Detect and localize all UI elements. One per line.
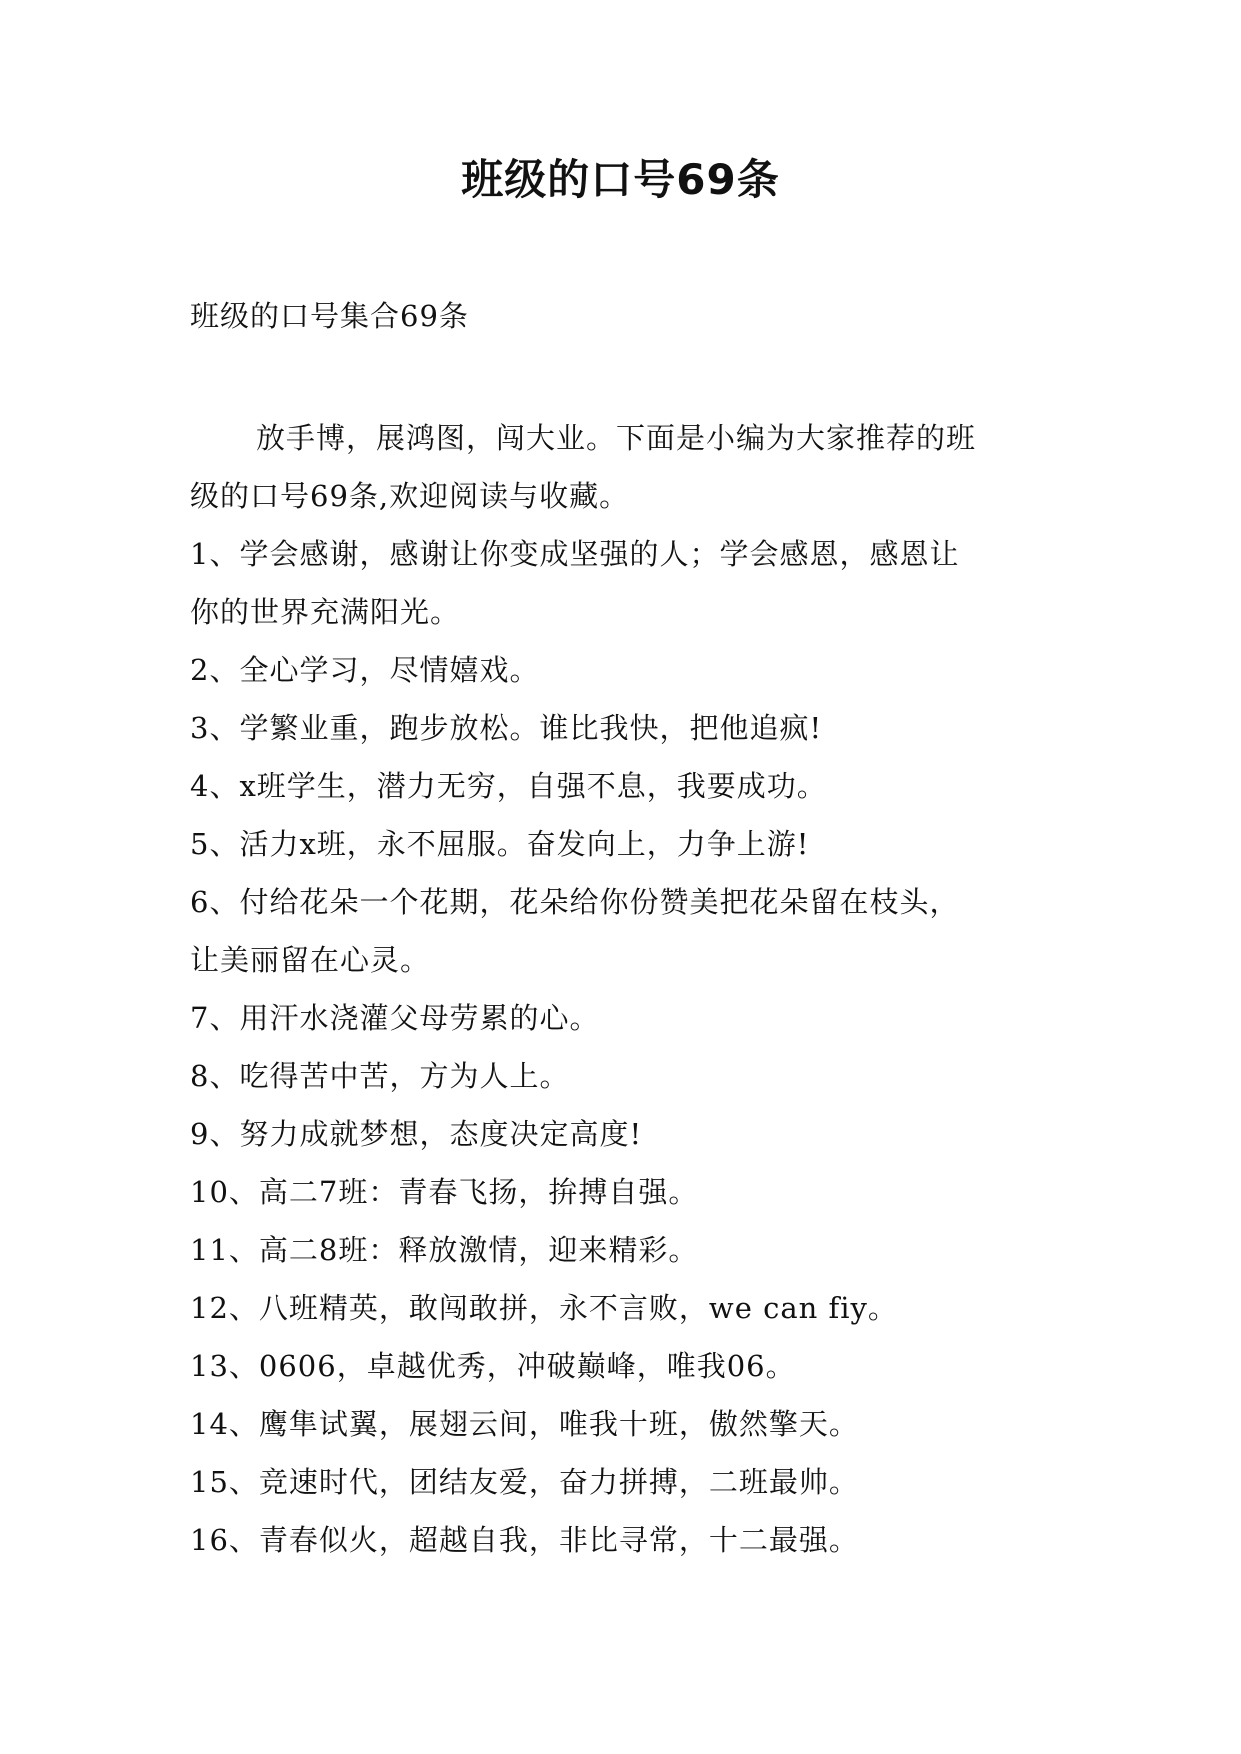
intro-line: 级的口号69条,欢迎阅读与收藏。 (190, 479, 630, 513)
slogan-line: 15、竞速时代，团结友爱，奋力拼搏，二班最帅。 (190, 1465, 859, 1499)
slogan-line: 6、付给花朵一个花期，花朵给你份赞美把花朵留在枝头， (190, 885, 960, 919)
slogan-line: 9、努力成就梦想，态度决定高度! (190, 1117, 643, 1151)
slogan-line: 1、学会感谢，感谢让你变成坚强的人；学会感恩，感恩让 (190, 537, 960, 571)
slogan-line: 16、青春似火，超越自我，非比寻常，十二最强。 (190, 1523, 859, 1557)
slogan-line: 8、吃得苦中苦，方为人上。 (190, 1059, 570, 1093)
slogan-line: 12、八班精英，敢闯敢拼，永不言败，we can fiy。 (190, 1291, 898, 1325)
slogan-line: 4、x班学生，潜力无穷，自强不息，我要成功。 (190, 769, 827, 803)
slogan-line: 3、学繁业重，跑步放松。谁比我快，把他追疯! (190, 711, 823, 745)
slogan-line: 你的世界充满阳光。 (190, 595, 461, 629)
intro-line: 放手博，展鸿图，闯大业。下面是小编为大家推荐的班 (256, 421, 977, 455)
document-subtitle: 班级的口号集合69条 (190, 299, 469, 333)
slogan-line: 7、用汗水浇灌父母劳累的心。 (190, 1001, 600, 1035)
slogan-line: 2、全心学习，尽情嬉戏。 (190, 653, 540, 687)
slogan-line: 13、0606，卓越优秀，冲破巅峰，唯我06。 (190, 1349, 796, 1383)
slogan-line: 5、活力x班，永不屈服。奋发向上，力争上游! (190, 827, 810, 861)
document-body (190, 409, 1050, 1569)
slogan-line: 11、高二8班：释放激情，迎来精彩。 (190, 1233, 699, 1267)
slogan-line: 10、高二7班：青春飞扬，拚搏自强。 (190, 1175, 699, 1209)
document-title: 班级的口号69条 (461, 155, 780, 204)
slogan-line: 14、鹰隼试翼，展翅云间，唯我十班，傲然擎天。 (190, 1407, 859, 1441)
slogan-line: 让美丽留在心灵。 (190, 943, 431, 977)
